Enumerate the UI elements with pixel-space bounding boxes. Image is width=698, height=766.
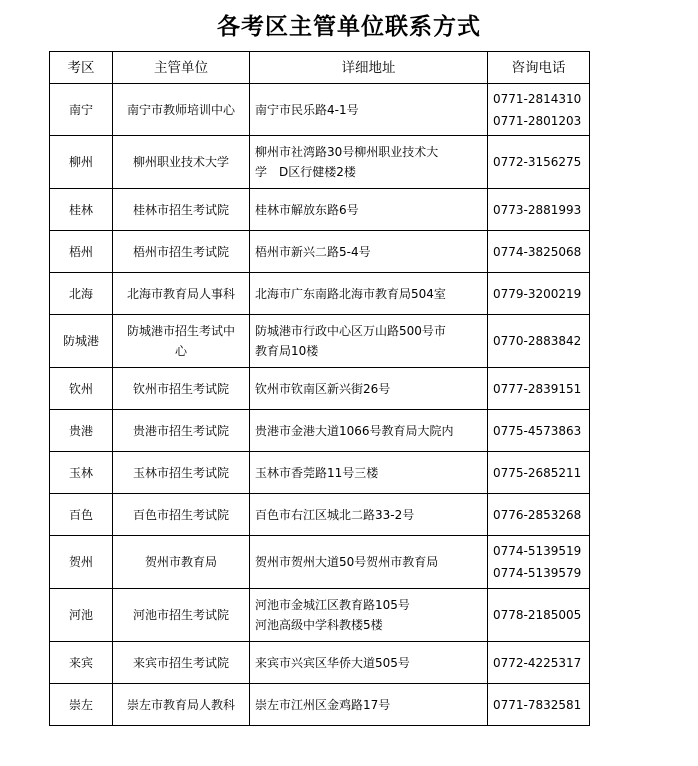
- phone-number: 0774-5139579: [493, 566, 582, 580]
- cell-unit: [113, 410, 250, 452]
- address-line: 学 D区行健楼2楼: [255, 165, 356, 179]
- table-row: [50, 684, 590, 726]
- unit-line: 来宾市招生考试院: [132, 655, 229, 670]
- cell-region: 柳州: [50, 136, 113, 189]
- address-line: 教育局10楼: [255, 344, 319, 358]
- unit-line: 百色市招生考试院: [132, 507, 229, 522]
- phone-number: 0779-3200219: [493, 286, 582, 301]
- cell-unit: [113, 684, 250, 726]
- cell-region: 梧州: [50, 231, 113, 273]
- table-row: [50, 84, 590, 136]
- table-row: [50, 536, 590, 589]
- cell-phone: [488, 315, 590, 368]
- cell-phone: [488, 452, 590, 494]
- header-phone: 咨询电话: [488, 52, 590, 84]
- header-address: 详细地址: [250, 52, 488, 84]
- address-line: 贵港市金港大道1066号教育局大院内: [255, 423, 454, 438]
- cell-address: [250, 452, 488, 494]
- cell-unit: [113, 452, 250, 494]
- phone-number: 0774-5139519: [493, 544, 582, 558]
- cell-address: [250, 494, 488, 536]
- phone-number: 0775-2685211: [493, 465, 582, 480]
- table-row: [50, 136, 590, 189]
- phone-number: 0777-2839151: [493, 381, 582, 396]
- cell-region: 玉林: [50, 452, 113, 494]
- address-line: 南宁市民乐路4-1号: [255, 102, 359, 117]
- cell-unit: [113, 315, 250, 368]
- cell-address: [250, 84, 488, 136]
- phone-number: 0771-7832581: [493, 697, 582, 712]
- unit-line: 钦州市招生考试院: [132, 381, 229, 396]
- phone-number: 0770-2883842: [493, 334, 582, 348]
- cell-region: 崇左: [50, 684, 113, 726]
- cell-unit: [113, 231, 250, 273]
- address-line: 柳州市社湾路30号柳州职业技术大: [255, 145, 439, 159]
- table-header-row: [50, 52, 590, 84]
- address-line: 梧州市新兴二路5-4号: [255, 244, 371, 259]
- address-line: 来宾市兴宾区华侨大道505号: [255, 655, 410, 670]
- cell-region: 河池: [50, 589, 113, 642]
- table-row: [50, 452, 590, 494]
- header-region: 考区: [50, 52, 113, 84]
- unit-line: 防城港市招生考试中: [126, 324, 235, 338]
- address-line: 河池市金城江区教育路105号: [255, 598, 410, 612]
- cell-region: 南宁: [50, 84, 113, 136]
- phone-number: 0772-4225317: [493, 655, 582, 670]
- address-line: 玉林市香莞路11号三楼: [255, 465, 379, 480]
- phone-number: 0778-2185005: [493, 608, 582, 622]
- unit-line: 河池市招生考试院: [132, 608, 229, 622]
- cell-phone: [488, 410, 590, 452]
- phone-number: 0771-2814310: [493, 91, 582, 106]
- cell-address: [250, 589, 488, 642]
- address-line: 百色市右江区城北二路33-2号: [255, 507, 415, 522]
- cell-unit: [113, 84, 250, 136]
- cell-address: [250, 315, 488, 368]
- unit-line: 心: [174, 344, 187, 358]
- table-row: [50, 410, 590, 452]
- phone-number: 0776-2853268: [493, 507, 582, 522]
- page-title: 各考区主管单位联系方式: [217, 14, 481, 40]
- cell-region: 贺州: [50, 536, 113, 589]
- unit-line: 贵港市招生考试院: [132, 423, 229, 438]
- address-line: 崇左市江州区金鸡路17号: [255, 697, 391, 712]
- cell-address: [250, 368, 488, 410]
- cell-phone: [488, 494, 590, 536]
- cell-address: [250, 136, 488, 189]
- cell-unit: [113, 536, 250, 589]
- cell-phone: [488, 273, 590, 315]
- cell-phone: [488, 189, 590, 231]
- phone-number: 0771-2801203: [493, 113, 582, 128]
- cell-address: [250, 231, 488, 273]
- address-line: 贺州市贺州大道50号贺州市教育局: [255, 555, 439, 569]
- cell-address: [250, 410, 488, 452]
- contacts-table: [49, 51, 590, 726]
- cell-unit: [113, 273, 250, 315]
- unit-line: 北海市教育局人事科: [126, 286, 235, 301]
- phone-number: 0773-2881993: [493, 202, 582, 217]
- table-row: [50, 642, 590, 684]
- address-line: 北海市广东南路北海市教育局504室: [255, 286, 446, 301]
- cell-phone: [488, 136, 590, 189]
- cell-region: 桂林: [50, 189, 113, 231]
- cell-phone: [488, 368, 590, 410]
- cell-phone: [488, 231, 590, 273]
- cell-unit: [113, 494, 250, 536]
- cell-phone: [488, 589, 590, 642]
- address-line: 桂林市解放东路6号: [255, 202, 359, 217]
- table-row: [50, 231, 590, 273]
- address-line: 钦州市钦南区新兴街26号: [255, 381, 391, 396]
- unit-line: 崇左市教育局人教科: [126, 697, 235, 712]
- table-row: [50, 189, 590, 231]
- cell-unit: [113, 589, 250, 642]
- address-line: 河池高级中学科教楼5楼: [255, 618, 383, 632]
- cell-address: [250, 642, 488, 684]
- table-row: [50, 368, 590, 410]
- unit-line: 柳州职业技术大学: [132, 155, 229, 169]
- table-row: [50, 494, 590, 536]
- cell-unit: [113, 368, 250, 410]
- cell-region: 防城港: [50, 315, 113, 368]
- cell-phone: [488, 536, 590, 589]
- cell-phone: [488, 642, 590, 684]
- phone-number: 0772-3156275: [493, 155, 582, 169]
- cell-region: 贵港: [50, 410, 113, 452]
- cell-region: 来宾: [50, 642, 113, 684]
- cell-address: [250, 536, 488, 589]
- table-body: [50, 84, 590, 726]
- unit-line: 贺州市教育局: [144, 555, 217, 569]
- address-line: 防城港市行政中心区万山路500号市: [255, 324, 446, 338]
- cell-address: [250, 273, 488, 315]
- cell-unit: [113, 189, 250, 231]
- header-unit: 主管单位: [113, 52, 250, 84]
- table-row: [50, 273, 590, 315]
- table-row: [50, 315, 590, 368]
- cell-address: [250, 684, 488, 726]
- phone-number: 0774-3825068: [493, 244, 582, 259]
- cell-phone: [488, 684, 590, 726]
- unit-line: 玉林市招生考试院: [132, 465, 229, 480]
- cell-address: [250, 189, 488, 231]
- cell-region: 百色: [50, 494, 113, 536]
- unit-line: 梧州市招生考试院: [132, 244, 229, 259]
- unit-line: 桂林市招生考试院: [132, 202, 229, 217]
- unit-line: 南宁市教师培训中心: [126, 102, 235, 117]
- cell-region: 北海: [50, 273, 113, 315]
- cell-region: 钦州: [50, 368, 113, 410]
- cell-phone: [488, 84, 590, 136]
- phone-number: 0775-4573863: [493, 423, 582, 438]
- table-row: [50, 589, 590, 642]
- cell-unit: [113, 136, 250, 189]
- cell-unit: [113, 642, 250, 684]
